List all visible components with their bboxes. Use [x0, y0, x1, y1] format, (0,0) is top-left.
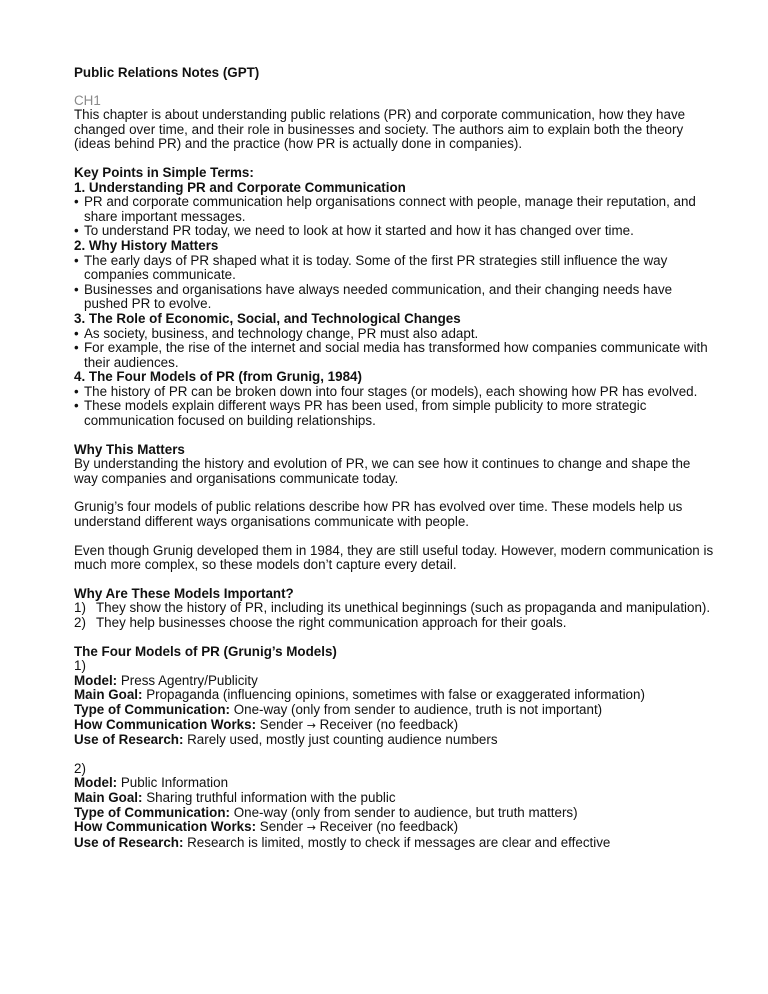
list-item: • The early days of PR shaped what it is today. Some of the first PR strategies still influence the way companies communicate.: [74, 254, 714, 283]
model-row: Model: Public Information: [74, 775, 229, 791]
section-1: [74, 181, 714, 239]
section-4: [74, 370, 714, 428]
goal-row: Main Goal: Sharing truthful information with the public: [74, 789, 396, 805]
key-points-heading: Key Points in Simple Terms:: [74, 164, 254, 180]
intro-paragraph: This chapter is about understanding public relations (PR) and corporate communication, how they have changed over time, and their role in businesses and society. The authors aim to explain both the theory (ideas behind PR) and the practice (how PR is actually done in companies).: [74, 107, 686, 152]
grunig-paragraph: Even though Grunig developed them in 1984, they are still useful today. However, modern communication is much more complex, so these models don’t capture every detail.: [74, 542, 714, 573]
document-page: [74, 66, 714, 850]
model-number: 1): [74, 658, 86, 674]
research-row: Use of Research: Rarely used, mostly just counting audience numbers: [74, 732, 498, 748]
bullet-list: [74, 195, 714, 239]
important-heading: Why Are These Models Important?: [74, 585, 294, 601]
list-item: • The history of PR can be broken down into four stages (or models), each showing how PR has evolved.: [74, 385, 714, 400]
how-row: How Communication Works: Sender → Receiver (no feedback): [74, 716, 459, 732]
numbered-list: [74, 601, 714, 630]
goal-row: Main Goal: Propaganda (influencing opinions, sometimes with false or exaggerated information): [74, 687, 645, 703]
model-row: Model: Press Agentry/Publicity: [74, 672, 258, 688]
arrow-right-icon: →: [306, 718, 316, 732]
chapter-label: CH1: [74, 92, 101, 108]
list-item: • PR and corporate communication help organisations connect with people, manage their reputation, and share important messages.: [74, 195, 714, 224]
document-title: Public Relations Notes (GPT): [74, 65, 260, 80]
model-block-2: [74, 762, 714, 851]
bullet-list: [74, 327, 714, 371]
item-text: They show the history of PR, including its unethical beginnings (such as propaganda and manipulation).: [96, 600, 711, 616]
list-item: • Businesses and organisations have always needed communication, and their changing needs have pushed PR to evolve.: [74, 283, 714, 312]
arrow-right-icon: →: [306, 821, 316, 835]
bullet-list: [74, 385, 714, 429]
why-matters-text: By understanding the history and evolution of PR, we can see how it continues to change and shape the way companies and organisations communicate today.: [74, 456, 691, 486]
how-row: How Communication Works: Sender → Receiver (no feedback): [74, 819, 459, 835]
model-number: 2): [74, 760, 86, 776]
section-3: [74, 312, 714, 370]
item-number: 1): [74, 600, 86, 616]
grunig-paragraph: Grunig’s four models of public relations describe how PR has evolved over time. These models help us understand different ways organisations communicate with people.: [74, 499, 683, 530]
list-item: • For example, the rise of the internet and social media has transformed how companies communicate with their audiences.: [74, 341, 714, 370]
research-row: Use of Research: Research is limited, mostly to check if messages are clear and effective: [74, 834, 611, 850]
section-2: [74, 239, 714, 312]
model-block-1: [74, 659, 714, 748]
list-item: • To understand PR today, we need to look at how it started and how it has changed over time.: [74, 224, 714, 239]
bullet-list: [74, 254, 714, 312]
list-item: • As society, business, and technology change, PR must also adapt.: [74, 327, 714, 342]
type-row: Type of Communication: One-way (only from sender to audience, but truth matters): [74, 804, 578, 820]
four-models-heading: The Four Models of PR (Grunig’s Models): [74, 643, 337, 659]
why-matters-heading: Why This Matters: [74, 441, 185, 457]
list-item: [74, 601, 714, 616]
list-item: [74, 616, 714, 631]
section-heading: 4. The Four Models of PR (from Grunig, 1984): [74, 369, 362, 385]
item-text: They help businesses choose the right communication approach for their goals.: [96, 615, 567, 630]
section-heading: 3. The Role of Economic, Social, and Technological Changes: [74, 310, 461, 326]
type-row: Type of Communication: One-way (only from sender to audience, truth is not important): [74, 701, 603, 717]
item-number: 2): [74, 615, 86, 630]
section-heading: 1. Understanding PR and Corporate Communication: [74, 179, 406, 195]
section-heading: 2. Why History Matters: [74, 237, 219, 253]
list-item: • These models explain different ways PR has been used, from simple publicity to more strategic communication focused on building relationships.: [74, 399, 714, 428]
